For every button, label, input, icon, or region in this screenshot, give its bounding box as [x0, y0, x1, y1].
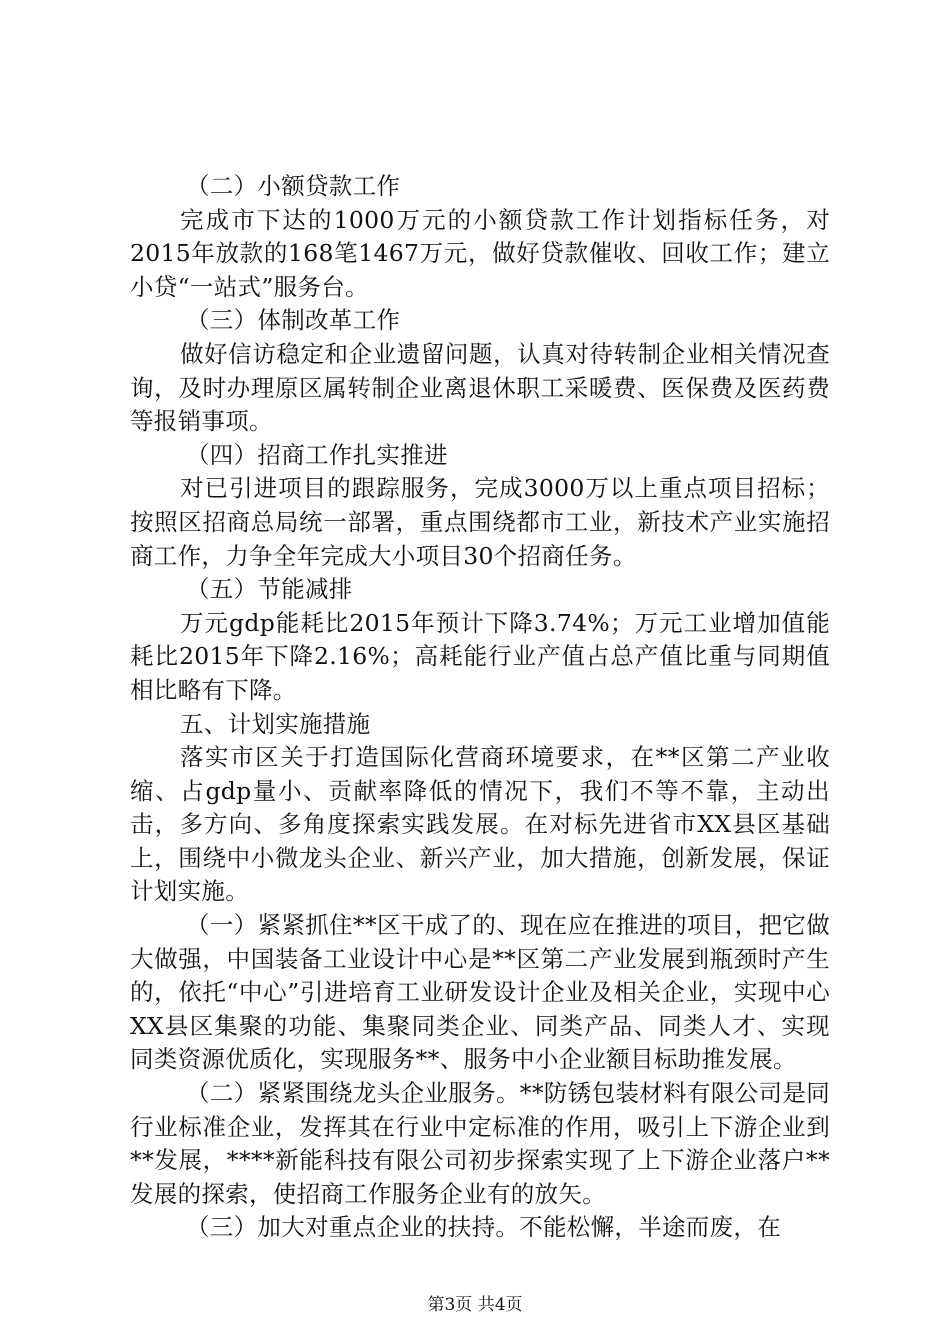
- numbered-paragraph: （一）紧紧抓住**区干成了的、现在应在推进的项目，把它做大做强，中国装备工业设计中心是**区第二产业发展到瓶颈时产生的，依托“中心”引进培育工业研发设计企业及相关企业，实现中心XX县区集聚的功能、集聚同类企业、同类产品、同类人才、实现同类资源优质化，实现服务**、服务中小企业额目标助推发展。: [130, 911, 830, 1074]
- numbered-paragraph: （二）紧紧围绕龙头企业服务。**防锈包装材料有限公司是同行业标准企业，发挥其在行业中定标准的作用，吸引上下游企业到**发展，****新能科技有限公司初步探索实现了上下游企业落户**发展的探索，使招商工作服务企业有的放矢。: [130, 1079, 830, 1208]
- document-body: [130, 170, 830, 1245]
- paragraph: 做好信访稳定和企业遗留问题，认真对待转制企业相关情况查询，及时办理原区属转制企业离退休职工采暖费、医保费及医药费等报销事项。: [130, 339, 830, 436]
- numbered-paragraph: （三）加大对重点企业的扶持。不能松懈，半途而废，在: [186, 1213, 781, 1242]
- paragraph: 落实市区关于打造国际化营商环境要求，在**区第二产业收缩、占gdp量小、贡献率降低的情况下，我们不等不靠，主动出击，多方向、多角度探索实践发展。在对标先进省市XX县区基础上，围绕中小微龙头企业、新兴产业，加大措施，创新发展，保证计划实施。: [130, 743, 830, 906]
- paragraph: 完成市下达的1000万元的小额贷款工作计划指标任务，对2015年放款的168笔1467万元，做好贷款催收、回收工作；建立小贷“一站式”服务台。: [130, 205, 830, 301]
- chapter-heading: 五、计划实施措施: [180, 709, 371, 738]
- section-heading: （五）节能减排: [186, 575, 353, 604]
- page-number: 第3页 共4页: [427, 1295, 523, 1315]
- section-heading: （四）招商工作扎实推进: [186, 440, 448, 469]
- section-heading: （二）小额贷款工作: [186, 172, 401, 200]
- paragraph: 对已引进项目的跟踪服务，完成3000万以上重点项目招标；按照区招商总局统一部署，重点围绕都市工业，新技术产业实施招商工作，力争全年完成大小项目30个招商任务。: [130, 474, 830, 570]
- page-footer: [0, 1290, 950, 1315]
- paragraph: 万元gdp能耗比2015年预计下降3.74%；万元工业增加值能耗比2015年下降2.16%；高耗能行业产值占总产值比重与同期值相比略有下降。: [130, 608, 830, 704]
- section-heading: （三）体制改革工作: [186, 306, 401, 335]
